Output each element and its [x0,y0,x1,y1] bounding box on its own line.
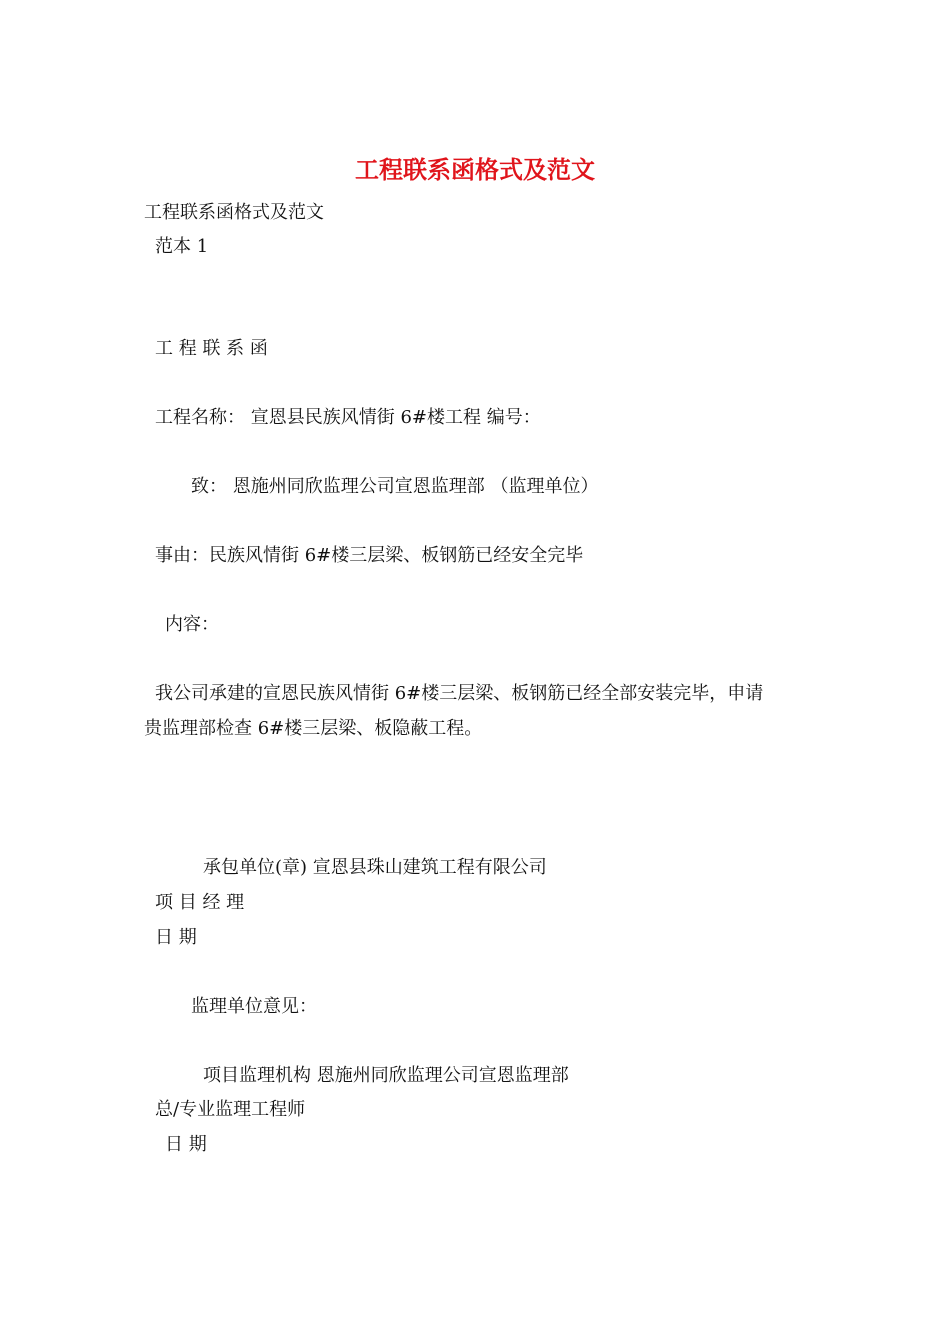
engineer-line: 总/专业监理工程师 [155,1099,306,1120]
contractor-line: 承包单位(章) 宣恩县珠山建筑工程有限公司 [203,857,547,878]
body-paragraph-line-2: 贵监理部检查 6#楼三层梁、板隐蔽工程。 [144,718,483,739]
recipient-line: 致： 恩施州同欣监理公司宣恩监理部 （监理单位） [191,476,599,497]
supervision-opinion-label: 监理单位意见： [191,996,317,1017]
content-label: 内容： [165,614,219,635]
reason-line: 事由：民族风情街 6#楼三层梁、板钢筋已经安全完毕 [155,545,584,566]
subtitle: 工程联系函格式及范文 [144,202,324,223]
letter-heading: 工 程 联 系 函 [155,338,268,359]
body-paragraph-line-1: 我公司承建的宣恩民族风情街 6#楼三层梁、板钢筋已经全部安装完毕，申请 [155,683,764,704]
date-line-2: 日 期 [165,1134,207,1155]
project-name-line: 工程名称： 宣恩县民族风情街 6#楼工程 编号： [155,407,541,428]
sample-label: 范本 1 [155,236,209,257]
document-title: 工程联系函格式及范文 [355,155,595,184]
project-manager-line: 项 目 经 理 [155,892,245,913]
supervision-org-line: 项目监理机构 恩施州同欣监理公司宣恩监理部 [203,1065,569,1086]
date-line-1: 日 期 [155,927,197,948]
